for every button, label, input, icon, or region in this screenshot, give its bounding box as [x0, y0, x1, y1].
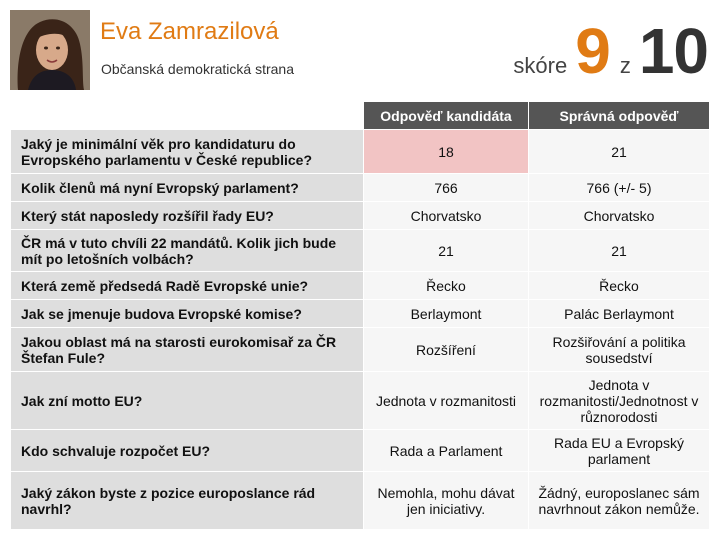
question-cell: Jakou oblast má na starosti eurokomisař za ČR Štefan Fule?: [11, 328, 364, 372]
candidate-header: [0, 0, 720, 100]
column-header-candidate-answer: Odpověď kandidáta: [364, 102, 529, 130]
score-value: 9: [575, 15, 610, 87]
candidate-answer-cell: 766: [364, 174, 529, 202]
candidate-answer-cell: Řecko: [364, 272, 529, 300]
question-cell: Který stát naposledy rozšířil řady EU?: [11, 202, 364, 230]
table-row: [11, 430, 710, 472]
score-display: [513, 14, 708, 87]
table-row: [11, 230, 710, 272]
question-cell: Jaký je minimální věk pro kandidaturu do Evropského parlamentu v České republice?: [11, 130, 364, 174]
correct-answer-cell: Jednota v rozmanitosti/Jednotnost v různorodosti: [529, 372, 710, 430]
candidate-answer-cell: Rozšíření: [364, 328, 529, 372]
question-cell: Jak se jmenuje budova Evropské komise?: [11, 300, 364, 328]
candidate-party: Občanská demokratická strana: [101, 61, 294, 77]
avatar: [10, 10, 90, 90]
candidate-answer-cell: Chorvatsko: [364, 202, 529, 230]
header-blank-cell: [11, 102, 364, 130]
question-cell: Jaký zákon byste z pozice europoslance rád navrhl?: [11, 472, 364, 530]
candidate-answer-cell: Jednota v rozmanitosti: [364, 372, 529, 430]
correct-answer-cell: Žádný, europoslanec sám navrhnout zákon nemůže.: [529, 472, 710, 530]
correct-answer-cell: Rada EU a Evropský parlament: [529, 430, 710, 472]
correct-answer-cell: Řecko: [529, 272, 710, 300]
table-header-row: [11, 102, 710, 130]
question-cell: Kolik členů má nyní Evropský parlament?: [11, 174, 364, 202]
question-cell: ČR má v tuto chvíli 22 mandátů. Kolik jich bude mít po letošních volbách?: [11, 230, 364, 272]
candidate-answer-cell: Berlaymont: [364, 300, 529, 328]
candidate-answer-cell: Nemohla, mohu dávat jen iniciativy.: [364, 472, 529, 530]
table-row: [11, 472, 710, 530]
candidate-photo: [10, 10, 90, 90]
correct-answer-cell: Palác Berlaymont: [529, 300, 710, 328]
score-separator: z: [619, 53, 631, 78]
table-row: [11, 372, 710, 430]
correct-answer-cell: Chorvatsko: [529, 202, 710, 230]
correct-answer-cell: 21: [529, 130, 710, 174]
candidate-answer-cell: 21: [364, 230, 529, 272]
question-cell: Jak zní motto EU?: [11, 372, 364, 430]
table-row: [11, 300, 710, 328]
table-row: [11, 328, 710, 372]
correct-answer-cell: 21: [529, 230, 710, 272]
candidate-answer-cell-wrong: 18: [364, 130, 529, 174]
table-row: [11, 174, 710, 202]
column-header-correct-answer: Správná odpověď: [529, 102, 710, 130]
score-label: skóre: [513, 53, 568, 78]
question-cell: Která země předsedá Radě Evropské unie?: [11, 272, 364, 300]
table-row: [11, 272, 710, 300]
correct-answer-cell: 766 (+/- 5): [529, 174, 710, 202]
correct-answer-cell: Rozšiřování a politika sousedství: [529, 328, 710, 372]
score-max: 10: [638, 15, 708, 87]
table-row: [11, 130, 710, 174]
quiz-table: [10, 101, 710, 530]
question-cell: Kdo schvaluje rozpočet EU?: [11, 430, 364, 472]
candidate-answer-cell: Rada a Parlament: [364, 430, 529, 472]
candidate-name: Eva Zamrazilová: [100, 18, 279, 45]
table-row: [11, 202, 710, 230]
